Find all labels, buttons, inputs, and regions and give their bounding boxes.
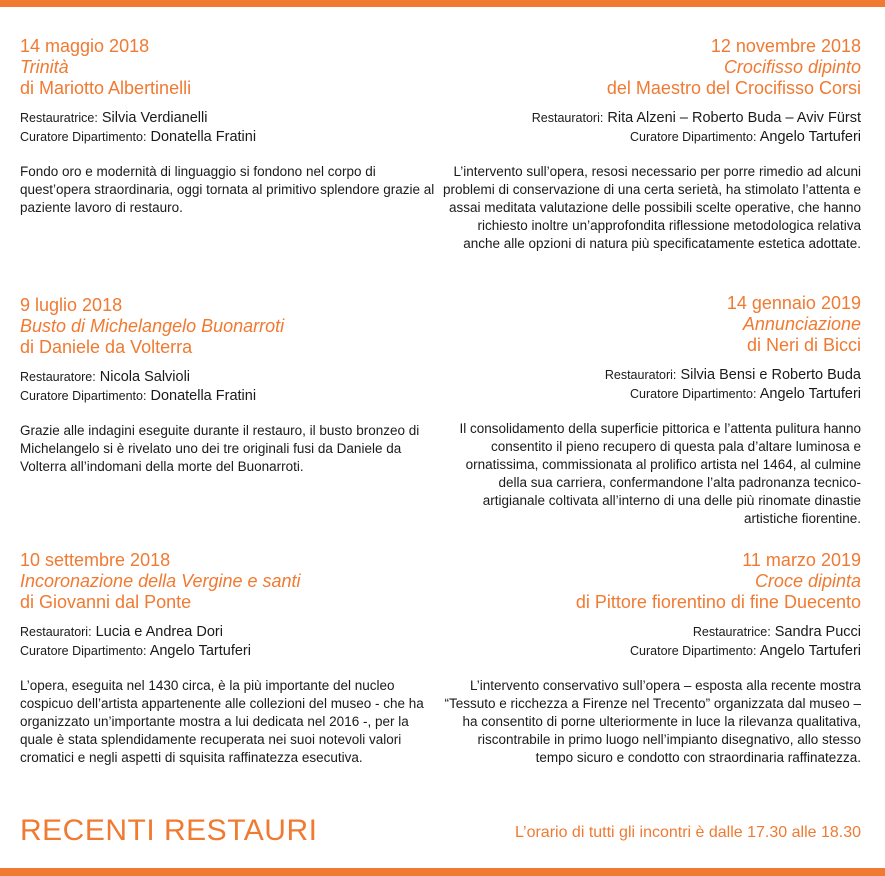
entry-description: L’intervento conservativo sull’opera – esposta alla recente mostra “Tessuto e ricchezza a Firenze nel Trecento” organizzata dal museo – ha consentito di porne ulteriormente in luce la rilevanza qualitativa, riscontrabile in primo luogo nell’impianto disegnativo, allo stesso tempo sicuro e condotto con straordinaria raffinatezza. [444, 678, 861, 765]
restorer-name: Lucia e Andrea Dori [95, 624, 223, 640]
entry-title: Trinità [20, 57, 69, 77]
entry-author: di Daniele da Volterra [20, 337, 193, 357]
entry-credits [20, 623, 438, 661]
curator-line [443, 642, 861, 661]
restoration-entry-trinita [20, 36, 438, 217]
footer-schedule-note: L’orario di tutti gli incontri è dalle 17.30 alle 18.30 [515, 824, 861, 841]
entry-description: L’opera, eseguita nel 1430 circa, è la più importante del nucleo cospicuo dell’artista appartenente alle collezioni del museo - che ha organizzato un’importante mostra a lui dedicata nel 2016 -, per la quale è stata splendidamente recuperata nei suoi notevoli valori cromatici e negli aspetti di squisita raffinatezza esecutiva. [20, 678, 424, 765]
entry-date: 14 gennaio 2019 [726, 293, 861, 313]
bottom-accent-bar [0, 868, 885, 876]
curator-role: Curatore Dipartimento: [630, 387, 757, 401]
restoration-entry-busto [20, 295, 438, 476]
entry-description: Grazie alle indagini eseguite durante il restauro, il busto bronzeo di Michelangelo si è rivelato uno dei tre originali fusi da Daniele da Volterra all’indomani della morte del Buonarroti. [20, 423, 420, 474]
entry-title: Crocifisso dipinto [723, 57, 861, 77]
restorer-role: Restauratrice: [20, 111, 98, 125]
restorer-name: Sandra Pucci [774, 624, 861, 640]
entry-author: di Mariotto Albertinelli [20, 78, 192, 98]
entry-date: 10 settembre 2018 [20, 550, 171, 570]
entry-credits [443, 623, 861, 661]
restorer-line [443, 623, 861, 642]
restoration-entry-annunciazione [443, 293, 861, 528]
entry-title: Annunciazione [742, 314, 861, 334]
entry-description: L’intervento sull’opera, resosi necessario per porre rimedio ad alcuni problemi di conservazione di una certa serietà, ha stimolato l’attenta e assai meditata valutazione delle possibili scelte operative, che hanno richiesto inoltre un’approfondita riflessione metodologica relativa anche alle opzioni di natura più specificatamente estetica adottate. [443, 164, 861, 251]
entry-author: del Maestro del Crocifisso Corsi [606, 78, 861, 98]
curator-name: Angelo Tartuferi [759, 643, 861, 659]
restoration-entry-croce [443, 550, 861, 767]
restorer-line [443, 366, 861, 385]
restorer-role: Restauratori: [531, 111, 604, 125]
restoration-entry-incoronazione [20, 550, 438, 767]
curator-line [20, 387, 438, 406]
restorer-name: Silvia Bensi e Roberto Buda [680, 367, 861, 383]
entry-author: di Neri di Bicci [746, 335, 861, 355]
entry-description: Fondo oro e modernità di linguaggio si fondono nel corpo di quest’opera straordinaria, oggi tornata al primitivo splendore grazie al paziente lavoro di restauro. [20, 164, 435, 215]
curator-role: Curatore Dipartimento: [630, 130, 757, 144]
curator-name: Donatella Fratini [150, 388, 257, 404]
entry-credits [443, 109, 861, 147]
restorer-line [443, 109, 861, 128]
restorer-name: Silvia Verdianelli [101, 110, 208, 126]
entry-date: 11 marzo 2019 [742, 550, 861, 570]
entry-description: Il consolidamento della superficie pittorica e l’attenta pulitura hanno consentito il pieno recupero di questa pala d’altare luminosa e ornatissima, commissionata al prolifico artista nel 1464, al culmine della sua carriera, confermandone l’alta padronanza tecnico-artigianale coltivata all’interno di una delle più rinomate dinastie artistiche fiorentine. [459, 421, 861, 526]
restoration-entry-crocifisso [443, 36, 861, 253]
restorer-role: Restauratrice: [692, 625, 771, 639]
curator-line [443, 385, 861, 404]
entry-title: Busto di Michelangelo Buonarroti [20, 316, 285, 336]
restorer-line [20, 368, 438, 387]
entry-date: 12 novembre 2018 [710, 36, 861, 56]
entry-author: di Pittore fiorentino di fine Duecento [575, 592, 861, 612]
entry-author: di Giovanni dal Ponte [20, 592, 192, 612]
restorer-name: Nicola Salvioli [99, 369, 191, 385]
curator-line [20, 128, 438, 147]
top-accent-bar [0, 0, 885, 7]
curator-role: Curatore Dipartimento: [20, 644, 147, 658]
entry-credits [20, 109, 438, 147]
entry-date: 9 luglio 2018 [20, 295, 123, 315]
restorer-role: Restauratori: [20, 625, 92, 639]
entry-title: Incoronazione della Vergine e santi [20, 571, 301, 591]
curator-role: Curatore Dipartimento: [20, 130, 147, 144]
entry-credits [443, 366, 861, 404]
curator-line [20, 642, 438, 661]
restorer-line [20, 109, 438, 128]
restorer-name: Rita Alzeni – Roberto Buda – Aviv Fürst [607, 110, 861, 126]
footer-title: RECENTI RESTAURI [20, 814, 318, 847]
entry-title: Croce dipinta [754, 571, 861, 591]
entry-date: 14 maggio 2018 [20, 36, 150, 56]
restorer-role: Restauratori: [604, 368, 677, 382]
restorer-line [20, 623, 438, 642]
curator-name: Angelo Tartuferi [149, 643, 251, 659]
curator-name: Angelo Tartuferi [759, 129, 861, 145]
curator-role: Curatore Dipartimento: [630, 644, 757, 658]
curator-name: Angelo Tartuferi [759, 386, 861, 402]
curator-line [443, 128, 861, 147]
restorer-role: Restauratore: [20, 370, 96, 384]
curator-name: Donatella Fratini [150, 129, 257, 145]
curator-role: Curatore Dipartimento: [20, 389, 147, 403]
entry-credits [20, 368, 438, 406]
